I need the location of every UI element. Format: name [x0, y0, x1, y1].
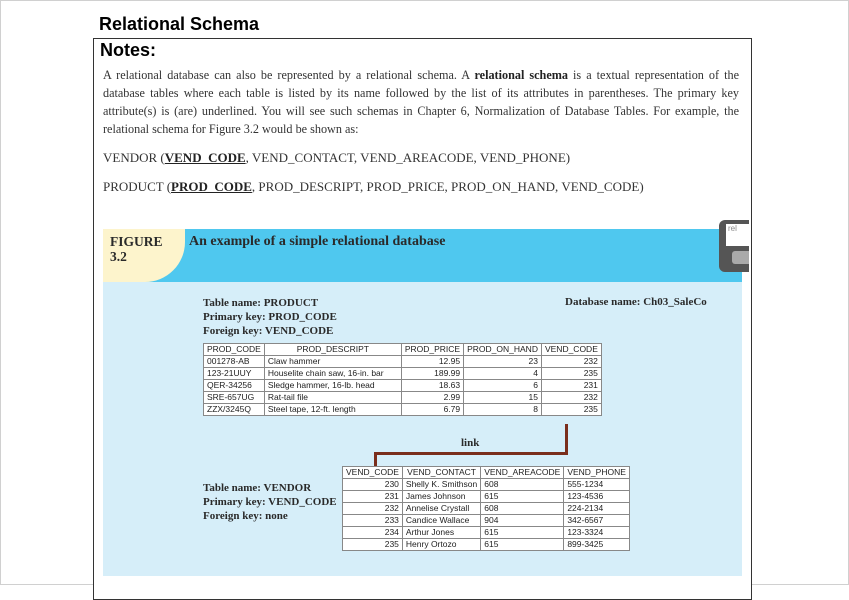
vendor-table [342, 466, 630, 551]
table-cell: 123-3324 [564, 527, 630, 539]
table-cell: Rat-tail file [264, 392, 401, 404]
table-cell: 233 [343, 515, 403, 527]
link-connector-horizontal [374, 452, 568, 455]
table-cell: 232 [343, 503, 403, 515]
vendor-schema-name: VENDOR ( [103, 150, 165, 165]
notes-paragraph [103, 66, 739, 138]
table-cell: 23 [464, 356, 542, 368]
figure-label [110, 234, 163, 264]
vendor-col-header: VEND_PHONE [564, 467, 630, 479]
product-col-header: VEND_CODE [541, 344, 601, 356]
vendor-foreign-key: Foreign key: none [203, 510, 288, 522]
table-cell: 8 [464, 404, 542, 416]
notes-bold-term: relational schema [474, 68, 568, 82]
page-title: Relational Schema [99, 14, 260, 34]
table-cell: 615 [481, 527, 564, 539]
vendor-col-header: VEND_AREACODE [481, 467, 564, 479]
table-cell: Sledge hammer, 16-lb. head [264, 380, 401, 392]
side-panel-handle[interactable] [732, 251, 749, 264]
table-cell: 232 [541, 356, 601, 368]
table-cell: 235 [343, 539, 403, 551]
vendor-col-header: VEND_CODE [343, 467, 403, 479]
table-cell: SRE-657UG [204, 392, 265, 404]
link-connector-vertical-vendor [374, 452, 377, 467]
table-cell: Annelise Crystall [402, 503, 480, 515]
figure-number: 3.2 [110, 249, 127, 264]
vendor-primary-key: Primary key: VEND_CODE [203, 496, 337, 508]
database-name: Database name: Ch03_SaleCo [565, 296, 707, 308]
table-cell: Claw hammer [264, 356, 401, 368]
table-row [204, 404, 602, 416]
table-cell: 6.79 [401, 404, 463, 416]
table-cell: 608 [481, 479, 564, 491]
figure-title: An example of a simple relational database [189, 234, 446, 249]
table-cell: ZZX/3245Q [204, 404, 265, 416]
table-row [343, 527, 630, 539]
table-cell: 615 [481, 491, 564, 503]
table-cell: 235 [541, 368, 601, 380]
table-cell: Candice Wallace [402, 515, 480, 527]
table-cell: 231 [343, 491, 403, 503]
table-cell: 235 [541, 404, 601, 416]
table-cell: Steel tape, 12-ft. length [264, 404, 401, 416]
table-cell: 001278-AB [204, 356, 265, 368]
product-table [203, 343, 602, 416]
product-primary-key: Primary key: PROD_CODE [203, 311, 337, 323]
table-row [204, 368, 602, 380]
link-connector-vertical-product [565, 424, 568, 455]
table-cell: 904 [481, 515, 564, 527]
notes-text-2: is a textual representation of the database tables where each table is listed by its name followed by the list of its attributes in parentheses. The primary key attribute(s) is (are) underlined. You will see such schemas in Chapter 6, Normalization of Database Tables. For example, the relational schema for Figure 3.2 would be shown as: [103, 68, 740, 136]
table-row [204, 356, 602, 368]
product-table-name: Table name: PRODUCT [203, 297, 319, 309]
table-cell: 2.99 [401, 392, 463, 404]
vendor-col-header: VEND_CONTACT [402, 467, 480, 479]
table-cell: Shelly K. Smithson [402, 479, 480, 491]
product-schema [103, 179, 644, 195]
table-cell: 224-2134 [564, 503, 630, 515]
table-cell: 123-21UUY [204, 368, 265, 380]
notes-text-1: A relational database can also be represented by a relational schema. A [103, 68, 475, 82]
product-table-meta [203, 296, 337, 338]
table-cell: 18.63 [401, 380, 463, 392]
table-cell: 615 [481, 539, 564, 551]
vendor-header-row [343, 467, 630, 479]
table-cell: 342-6567 [564, 515, 630, 527]
product-schema-rest: , PROD_DESCRIPT, PROD_PRICE, PROD_ON_HAND, VEND_CODE) [251, 179, 644, 194]
table-cell: 899-3425 [564, 539, 630, 551]
notes-heading: Notes: [100, 40, 157, 60]
table-cell: 232 [541, 392, 601, 404]
product-foreign-key: Foreign key: VEND_CODE [203, 325, 334, 337]
vendor-schema-rest: , VEND_CONTACT, VEND_AREACODE, VEND_PHONE) [245, 150, 571, 165]
vendor-table-name: Table name: VENDOR [203, 482, 312, 494]
product-header-row [204, 344, 602, 356]
table-cell: 555-1234 [564, 479, 630, 491]
table-cell: 6 [464, 380, 542, 392]
vendor-table-meta [203, 481, 337, 523]
table-row [204, 380, 602, 392]
link-label: link [461, 437, 480, 449]
table-cell: Houselite chain saw, 16-in. bar [264, 368, 401, 380]
table-cell: 231 [541, 380, 601, 392]
table-cell: James Johnson [402, 491, 480, 503]
table-cell: 234 [343, 527, 403, 539]
table-row [343, 491, 630, 503]
table-row [343, 479, 630, 491]
product-col-header: PROD_PRICE [401, 344, 463, 356]
table-cell: Henry Ortozo [402, 539, 480, 551]
table-row [343, 503, 630, 515]
product-schema-pk: PROD_CODE [171, 179, 252, 194]
table-row [343, 539, 630, 551]
product-col-header: PROD_CODE [204, 344, 265, 356]
table-row [204, 392, 602, 404]
table-cell: 15 [464, 392, 542, 404]
table-cell: QER-34256 [204, 380, 265, 392]
figure-label-word: FIGURE [110, 234, 163, 249]
product-col-header: PROD_ON_HAND [464, 344, 542, 356]
product-schema-name: PRODUCT ( [103, 179, 172, 194]
table-cell: 230 [343, 479, 403, 491]
table-cell: 189.99 [401, 368, 463, 380]
side-panel-label: rel [726, 224, 749, 246]
vendor-schema-pk: VEND_CODE [164, 150, 246, 165]
table-row [343, 515, 630, 527]
product-col-header: PROD_DESCRIPT [264, 344, 401, 356]
table-cell: 12.95 [401, 356, 463, 368]
table-cell: 4 [464, 368, 542, 380]
table-cell: 123-4536 [564, 491, 630, 503]
vendor-schema [103, 150, 570, 166]
table-cell: Arthur Jones [402, 527, 480, 539]
table-cell: 608 [481, 503, 564, 515]
